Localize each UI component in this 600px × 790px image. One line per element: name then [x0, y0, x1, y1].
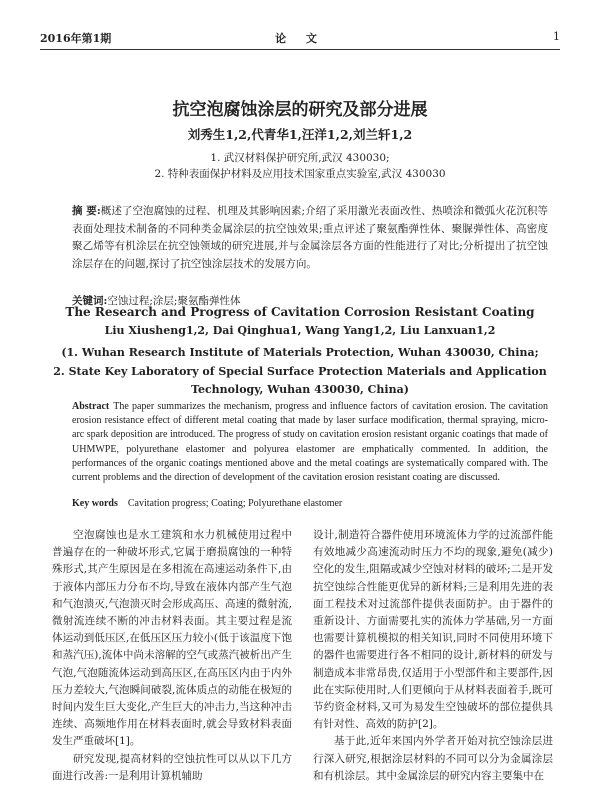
journal-issue: 2016年第1期: [40, 32, 112, 45]
page-number: 1: [553, 30, 560, 43]
keywords-cn-label: 关键词:: [72, 295, 108, 307]
affiliation-en-2: 2. State Key Laboratory of Special Surface Protection Materials and Application: [53, 365, 547, 378]
body-paragraph: 研究发现,提高材料的空蚀抗性可以从以下几方面进行改善:一是利用计算机辅助: [52, 752, 292, 782]
running-header: [40, 30, 560, 48]
affiliation-cn-2: 2. 特种表面保护材料及应用技术国家重点实验室,武汉 430030: [154, 168, 446, 180]
keywords-en-label: Key words: [72, 498, 118, 509]
header-rule: [40, 49, 560, 50]
affiliation-cn-1: 1. 武汉材料保护研究所,武汉 430030;: [210, 152, 390, 164]
section-label: 论 文: [275, 32, 325, 45]
body-column-left: [52, 527, 292, 785]
affiliation-en-1: (1. Wuhan Research Institute of Materials Protection, Wuhan 430030, China;: [61, 346, 539, 359]
abstract-cn: [72, 203, 548, 274]
keywords-en: [72, 498, 548, 509]
abstract-cn-text: 概述了空泡腐蚀的过程、机理及其影响因素;介绍了采用激光表面改性、热喷涂和微弧火花沉积等表面处理技术制备的不同种类金属涂层的抗空蚀效果;重点评述了聚氨酯弹性体、聚脲弹性体、高密度聚乙烯等有机涂层在抗空蚀领域的研究进展,并与金属涂层各方面的性能进行了对比;分析提出了抗空蚀涂层存在的问题,探讨了抗空蚀涂层技术的发展方向。: [72, 205, 548, 271]
abstract-cn-label: 摘 要:: [72, 205, 101, 217]
authors-cn: 刘秀生1,2,代青华1,汪洋1,2,刘兰轩1,2: [187, 127, 413, 142]
authors-en: Liu Xiusheng1,2, Dai Qinghua1, Wang Yang1,2, Liu Lanxuan1,2: [104, 324, 496, 337]
body-paragraph: 设计,制造符合器件使用环境流体力学的过流部件能有效地减少高速流动时压力不均的现象,避免(减少)空化的发生,阻隔或减少空蚀对材料的破坏;二是开发抗空蚀综合性能更优异的新材料;三是利用先进的表面工程技术对过流部件提供表面防护。由于器件的重新设计、方面需要扎实的流体力学基础,另一方面也需要计算机模拟的相关知识,同时不同使用环境下的器件也需要进行各不相同的设计,新材料的研发与制造成本非常昂贵,仅适用于小型部件和主要部件,因此在实际使用时,人们更倾向于从材料表面着手,既可节约资金材料,又可为易发生空蚀破坏的部位提供具有针对性、高效的防护[2]。: [313, 529, 553, 731]
paper-title-en: The Research and Progress of Cavitation Corrosion Resistant Coating: [65, 305, 535, 319]
abstract-en: [72, 400, 548, 485]
keywords-en-text: Cavitation progress; Coating; Polyurethane elastomer: [127, 498, 343, 509]
abstract-en-text: The paper summarizes the mechanism, progress and influence factors of cavitation erosion. The cavitation erosion resistance effect of different metal coating that made by laser surface modification, thermal spraying, micro-arc spark deposition are introduced. The progress of study on cavitation erosion resistant organic coatings that made of UHMWPE, polyurethane elastomer and polyurea elastomer are emphatically commented. In addition, the performances of the organic coatings mentioned above and the metal coatings are systematically compared with. The current problems and the direction of development of the cavitation erosion resistant coating are discussed.: [72, 401, 548, 484]
affiliation-en-3: Technology, Wuhan 430030, China): [191, 383, 409, 396]
body-paragraph: 空泡腐蚀也是水工建筑和水力机械使用过程中普遍存在的一种破坏形式,它属于磨损腐蚀的一种特殊形式,其产生原因是在多相流在高速运动条件下,由于液体内部压力分布不均,导致在液体内部产生气泡和气泡溃灭,气泡溃灭时会形成高压、高速的微射流,微射流连续不断的冲击材料表面。其主要过程是流体运动到低压区,在低压区压力较小(低于该温度下饱和蒸汽压),流体中尚未溶解的空气或蒸汽被析出产生气泡,气泡随流体运动到高压区,在高压区内由于内外压力差较大,气泡瞬间破裂,流体质点的动能在极短的时间内发生巨大变化,产生巨大的冲击力,当这种冲击连续、高频地作用在材料表面时,就会导致材料表面发生严重破坏[1]。: [52, 529, 292, 748]
keywords-cn-text: 空蚀过程;涂层;聚氨酯弹性体: [107, 295, 241, 307]
abstract-en-label: Abstract: [72, 401, 110, 412]
paper-title-cn: 抗空泡腐蚀涂层的研究及部分进展: [172, 100, 428, 120]
body-paragraph: 基于此,近年来国内外学者开始对抗空蚀涂层进行深入研究,根据涂层材料的不同可以分为金属涂层和有机涂层。其中金属涂层的研究内容主要集中在: [313, 735, 553, 782]
body-column-right: [313, 527, 553, 785]
